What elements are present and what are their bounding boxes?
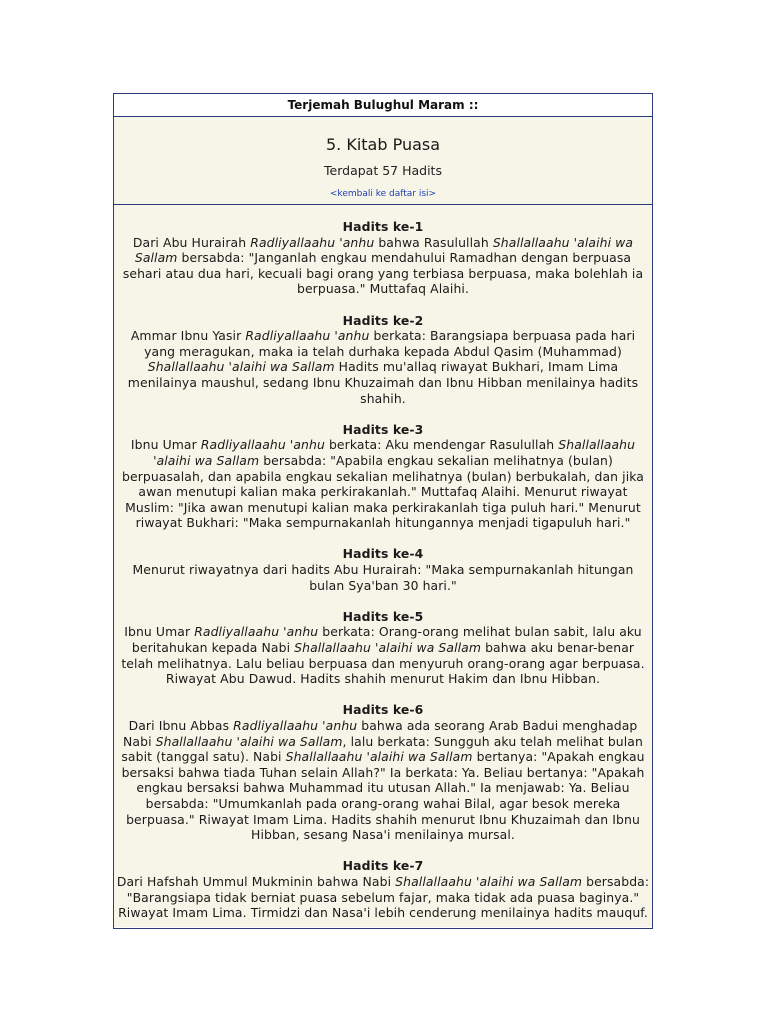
hadith-text-segment: Shallallaahu 'alaihi wa Sallam xyxy=(153,437,636,468)
page-header xyxy=(114,94,652,117)
hadith-item xyxy=(114,546,652,593)
hadith-heading: Hadits ke-4 xyxy=(342,546,424,562)
hadith-text-segment: Ammar Ibnu Yasir xyxy=(130,328,246,344)
hadith-text-segment: Hadits mu'allaq riwayat Bukhari, Imam Lima menilainya maushul, sedang Ibnu Khuzaimah dan Ibnu Hibban menilainya hadits shahih. xyxy=(127,359,639,406)
hadith-item xyxy=(114,219,652,297)
hadith-text-segment: Dari Abu Hurairah xyxy=(132,234,251,250)
hadith-text-segment: Radliyallaahu 'anhu xyxy=(200,437,325,453)
hadith-text-segment: bertanya: "Apakah engkau bersaksi bahwa tiada Tuhan selain Allah?" Ia berkata: Ya. Beliau bertanya: "Apakah engkau bersaksi bahwa Muhammad itu utusan Allah." Ia menjawab: Ya. Beliau bersabda: "Umumkanlah pada orang-orang wahai Bilal, agar besok mereka berpuasa." Riwayat Imam Lima. Hadits shahih menurut Ibnu Khuzaimah dan Ibnu Hibban, sesang Nasa'i menilainya mursal. xyxy=(121,749,645,843)
hadith-text xyxy=(114,437,652,531)
hadith-text xyxy=(114,328,652,406)
hadith-text-segment: Dari Ibnu Abbas xyxy=(128,718,234,733)
hadith-item xyxy=(114,422,652,531)
hadith-text-segment: berkata: Barangsiapa berpuasa pada hari yang meragukan, maka ia telah durhaka kepada Abdul Qasim (Muhammad) xyxy=(144,328,636,359)
hadith-text-segment: bersabda: "Janganlah engkau mendahului Ramadhan dengan berpuasa sehari atau dua hari, kecuali bagi orang yang terbiasa berpuasa, maka bolehlah ia berpuasa." Muttafaq Alaihi. xyxy=(122,250,644,297)
hadith-item xyxy=(114,313,652,407)
kitab-title: 5. Kitab Puasa xyxy=(325,135,441,154)
hadith-text-segment: Radliyallaahu 'anhu xyxy=(250,234,375,250)
hadith-text-segment: bahwa aku benar-benar telah melihatnya. Lalu beliau berpuasa dan menyuruh orang-orang agar berpuasa. Riwayat Abu Dawud. Hadits shahih menurut Hakim dan Ibnu Hibban. xyxy=(121,640,645,687)
hadith-text-segment: bahwa ada seorang Arab Badui menghadap Nabi xyxy=(123,718,638,749)
hadith-text-segment: Shallallaahu 'alaihi wa Sallam xyxy=(395,873,583,889)
hadith-heading: Hadits ke-7 xyxy=(342,858,424,874)
page-frame xyxy=(113,93,653,929)
hadith-item xyxy=(114,609,652,687)
hadith-text-segment: Menurut riwayatnya dari hadits Abu Hurairah: "Maka sempurnakanlah hitungan bulan Sya'ban 30 hari." xyxy=(132,562,634,593)
hadith-text-segment: Shallallaahu 'alaihi wa Sallam xyxy=(294,640,482,656)
hadith-heading: Hadits ke-3 xyxy=(342,421,424,437)
hadith-text-segment: Ibnu Umar xyxy=(124,624,195,640)
hadith-text-segment: Ibnu Umar xyxy=(130,437,201,453)
hadith-text-segment: Shallallaahu 'alaihi wa Sallam xyxy=(134,234,634,266)
hadith-text-segment: berkata: Orang-orang melihat bulan sabit, lalu aku beritahukan kepada Nabi xyxy=(131,624,642,656)
hadith-text xyxy=(114,718,652,843)
hadith-text-segment: bersabda: "Barangsiapa tidak berniat puasa sebelum fajar, maka tidak ada puasa baginya." Riwayat Imam Lima. Tirmidzi dan Nasa'i lebih cenderung menilainya hadits mauquf. xyxy=(118,873,650,921)
hadith-text-segment: bahwa Rasulullah xyxy=(374,234,493,250)
hadith-heading: Hadits ke-6 xyxy=(342,702,424,718)
hadith-text-segment: Shallallaahu 'alaihi wa Sallam xyxy=(155,733,343,749)
hadith-text-segment: Radliyallaahu 'anhu xyxy=(194,624,319,640)
hadith-text xyxy=(114,562,652,593)
hadith-item xyxy=(114,702,652,842)
hadith-heading: Hadits ke-5 xyxy=(342,608,424,624)
hadith-text xyxy=(114,874,652,921)
hadith-text-segment: Shallallaahu 'alaihi wa Sallam xyxy=(147,359,335,375)
hadith-text-segment: berkata: Aku mendengar Rasulullah xyxy=(324,437,559,453)
page-header-title: Terjemah Bulughul Maram :: xyxy=(287,98,479,112)
hadith-text xyxy=(114,235,652,297)
hadith-text-segment: Dari Hafshah Ummul Mukminin bahwa Nabi xyxy=(116,873,396,889)
hadith-text-segment: , lalu berkata: Sungguh aku telah melihat bulan sabit (tanggal satu). Nabi xyxy=(121,733,643,765)
hadits-count: Terdapat 57 Hadits xyxy=(324,163,442,178)
hadith-text-segment: Radliyallaahu 'anhu xyxy=(233,718,358,733)
hadith-list xyxy=(114,205,652,927)
hadith-item xyxy=(114,858,652,920)
hadith-text-segment: Shallallaahu 'alaihi wa Sallam xyxy=(285,749,473,765)
hadith-heading: Hadits ke-1 xyxy=(342,219,424,234)
hadith-heading: Hadits ke-2 xyxy=(342,312,424,328)
title-block xyxy=(114,117,652,205)
back-to-toc-link[interactable]: <kembali ke daftar isi> xyxy=(329,189,437,199)
hadith-text-segment: bersabda: "Apabila engkau sekalian melihatnya (bulan) berpuasalah, dan apabila engkau sekalian melihatnya (bulan) berbukalah, dan jika awan menutupi kalian maka perkirakanlah." Muttafaq Alaihi. Menurut riwayat Muslim: "Jika awan menutupi kalian maka perkirakanlah tiga puluh hari." Menurut riwayat Bukhari: "Maka sempurnakanlah hitungannya menjadi tigapuluh hari." xyxy=(122,452,644,531)
hadith-text xyxy=(114,624,652,686)
hadith-text-segment: Radliyallaahu 'anhu xyxy=(245,328,370,344)
